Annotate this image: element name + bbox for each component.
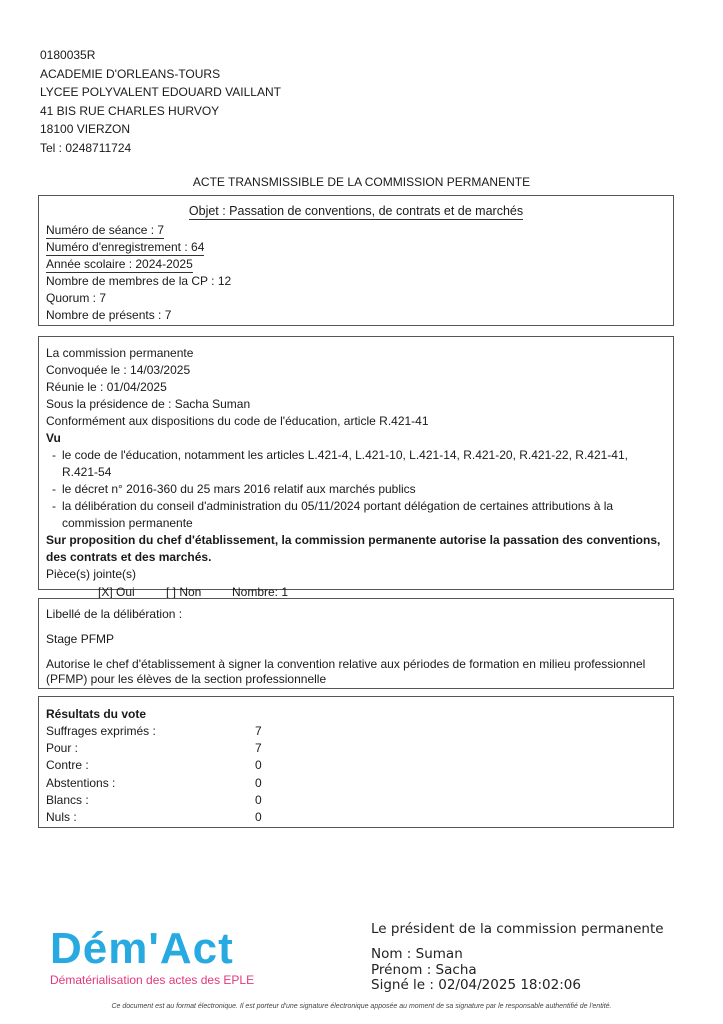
vote-row (46, 741, 666, 758)
proposition-text: Sur proposition du chef d'établissement, la commission permanente autorise la passation des conventions, des contrats et des marchés. (46, 533, 661, 564)
libelle-description: Autorise le chef d'établissement à signer la convention relative aux périodes de formation en milieu professionnel (PFMP) pour les élèves de la section professionnelle (46, 657, 646, 686)
electronic-signature-footnote: Ce document est au format électronique. Il est porteur d'une signature électronique apposée au moment de sa signature par le responsable authentifié de l'entité. (111, 1003, 612, 1010)
school-city: 18100 VIERZON (40, 122, 131, 137)
libelle-box (38, 598, 674, 689)
vu-heading: Vu (46, 431, 61, 445)
vu-item-text: le décret n° 2016-360 du 25 mars 2016 relatif aux marchés publics (62, 482, 416, 496)
vote-value: 0 (255, 758, 262, 773)
vu-item: - le décret n° 2016-360 du 25 mars 2016 relatif aux marchés publics (52, 482, 416, 496)
vote-label: Contre : (46, 758, 89, 773)
school-header (40, 46, 281, 158)
reunie-line: Réunie le : 01/04/2025 (46, 380, 167, 394)
school-phone: Tel : 0248711724 (40, 140, 132, 155)
document-title: ACTE TRANSMISSIBLE DE LA COMMISSION PERMANENTE (192, 175, 531, 189)
libelle-value: Stage PFMP (46, 632, 115, 646)
signature-nom: Nom : Suman (371, 945, 463, 962)
vote-results (46, 707, 666, 827)
convoquee-line: Convoquée le : 14/03/2025 (46, 363, 191, 377)
vote-label: Blancs : (46, 792, 89, 807)
objet-text: Objet : Passation de conventions, de contrats et de marchés (188, 204, 524, 218)
vu-item-text: la délibération du conseil d'administration du 05/11/2024 portant délégation de certaines attributions à la commission permanente (62, 499, 614, 530)
seance-line (46, 223, 164, 237)
libelle-label: Libellé de la délibération : (46, 607, 183, 621)
signature-date: Signé le : 02/04/2025 18:02:06 (371, 977, 581, 994)
logo-name: Dém'Act (50, 924, 234, 973)
vote-results-box (38, 696, 674, 828)
pieces-oui: [X] Oui (98, 585, 135, 599)
presidence-line: Sous la présidence de : Sacha Suman (46, 397, 251, 411)
vote-value: 0 (255, 809, 262, 824)
vote-value: 0 (255, 792, 262, 807)
signature-block (371, 922, 664, 994)
enregistrement-line (46, 240, 204, 254)
signature-prenom: Prénom : Sacha (371, 961, 477, 978)
session-info-box (38, 195, 674, 326)
quorum-line: Quorum : 7 (46, 291, 107, 305)
vote-label: Pour : (46, 741, 79, 756)
signature-title: Le président de la commission permanente (371, 921, 664, 937)
academy-name: ACADEMIE D'ORLEANS-TOURS (40, 66, 221, 81)
vote-value: 7 (255, 741, 262, 756)
conformement-line: Conformément aux dispositions du code de l'éducation, article R.421-41 (46, 414, 429, 428)
vote-label: Nuls : (46, 809, 77, 824)
vu-item: - la délibération du conseil d'administration du 05/11/2024 portant délégation de certaines attributions à la commission permanente (46, 498, 666, 532)
seance-text: Numéro de séance : 7 (46, 223, 165, 237)
vote-label: Abstentions : (46, 775, 116, 790)
annee-line (46, 257, 193, 271)
school-street: 41 BIS RUE CHARLES HURVOY (40, 103, 220, 118)
presents-line: Nombre de présents : 7 (46, 308, 172, 322)
demact-logo (50, 925, 254, 987)
pieces-non: [ ] Non (166, 585, 202, 599)
school-code: 0180035R (40, 48, 96, 62)
vote-value: 7 (255, 724, 262, 738)
annee-text: Année scolaire : 2024-2025 (46, 257, 193, 271)
vu-item-text: le code de l'éducation, notamment les articles L.421-4, L.421-10, L.421-14, R.421-20, R.421-22, R.421-41, R.421-54 (62, 448, 628, 479)
vote-value: 0 (255, 775, 262, 790)
objet-line (39, 204, 673, 218)
school-name: LYCEE POLYVALENT EDOUARD VAILLANT (40, 85, 281, 100)
commission-label: La commission permanente (46, 346, 194, 360)
deliberation-context (46, 345, 666, 601)
pieces-nombre: Nombre: 1 (232, 585, 289, 599)
vu-item: - le code de l'éducation, notamment les articles L.421-4, L.421-10, L.421-14, R.421-20, R.421-22, R.421-41, R.421-54 (46, 447, 666, 481)
libelle-content (46, 607, 666, 687)
vote-row (46, 810, 666, 827)
vote-label: Suffrages exprimés : (46, 724, 156, 738)
deliberation-context-box (38, 336, 674, 599)
vote-results-title: Résultats du vote (46, 707, 147, 721)
vote-row (46, 776, 666, 793)
vote-row (46, 758, 666, 775)
pieces-label: Pièce(s) jointe(s) (46, 567, 137, 581)
vote-row (46, 724, 666, 741)
membres-line: Nombre de membres de la CP : 12 (46, 274, 232, 288)
vote-row (46, 793, 666, 810)
enregistrement-text: Numéro d'enregistrement : 64 (46, 240, 205, 254)
logo-tagline: Dématérialisation des actes des EPLE (50, 973, 255, 987)
